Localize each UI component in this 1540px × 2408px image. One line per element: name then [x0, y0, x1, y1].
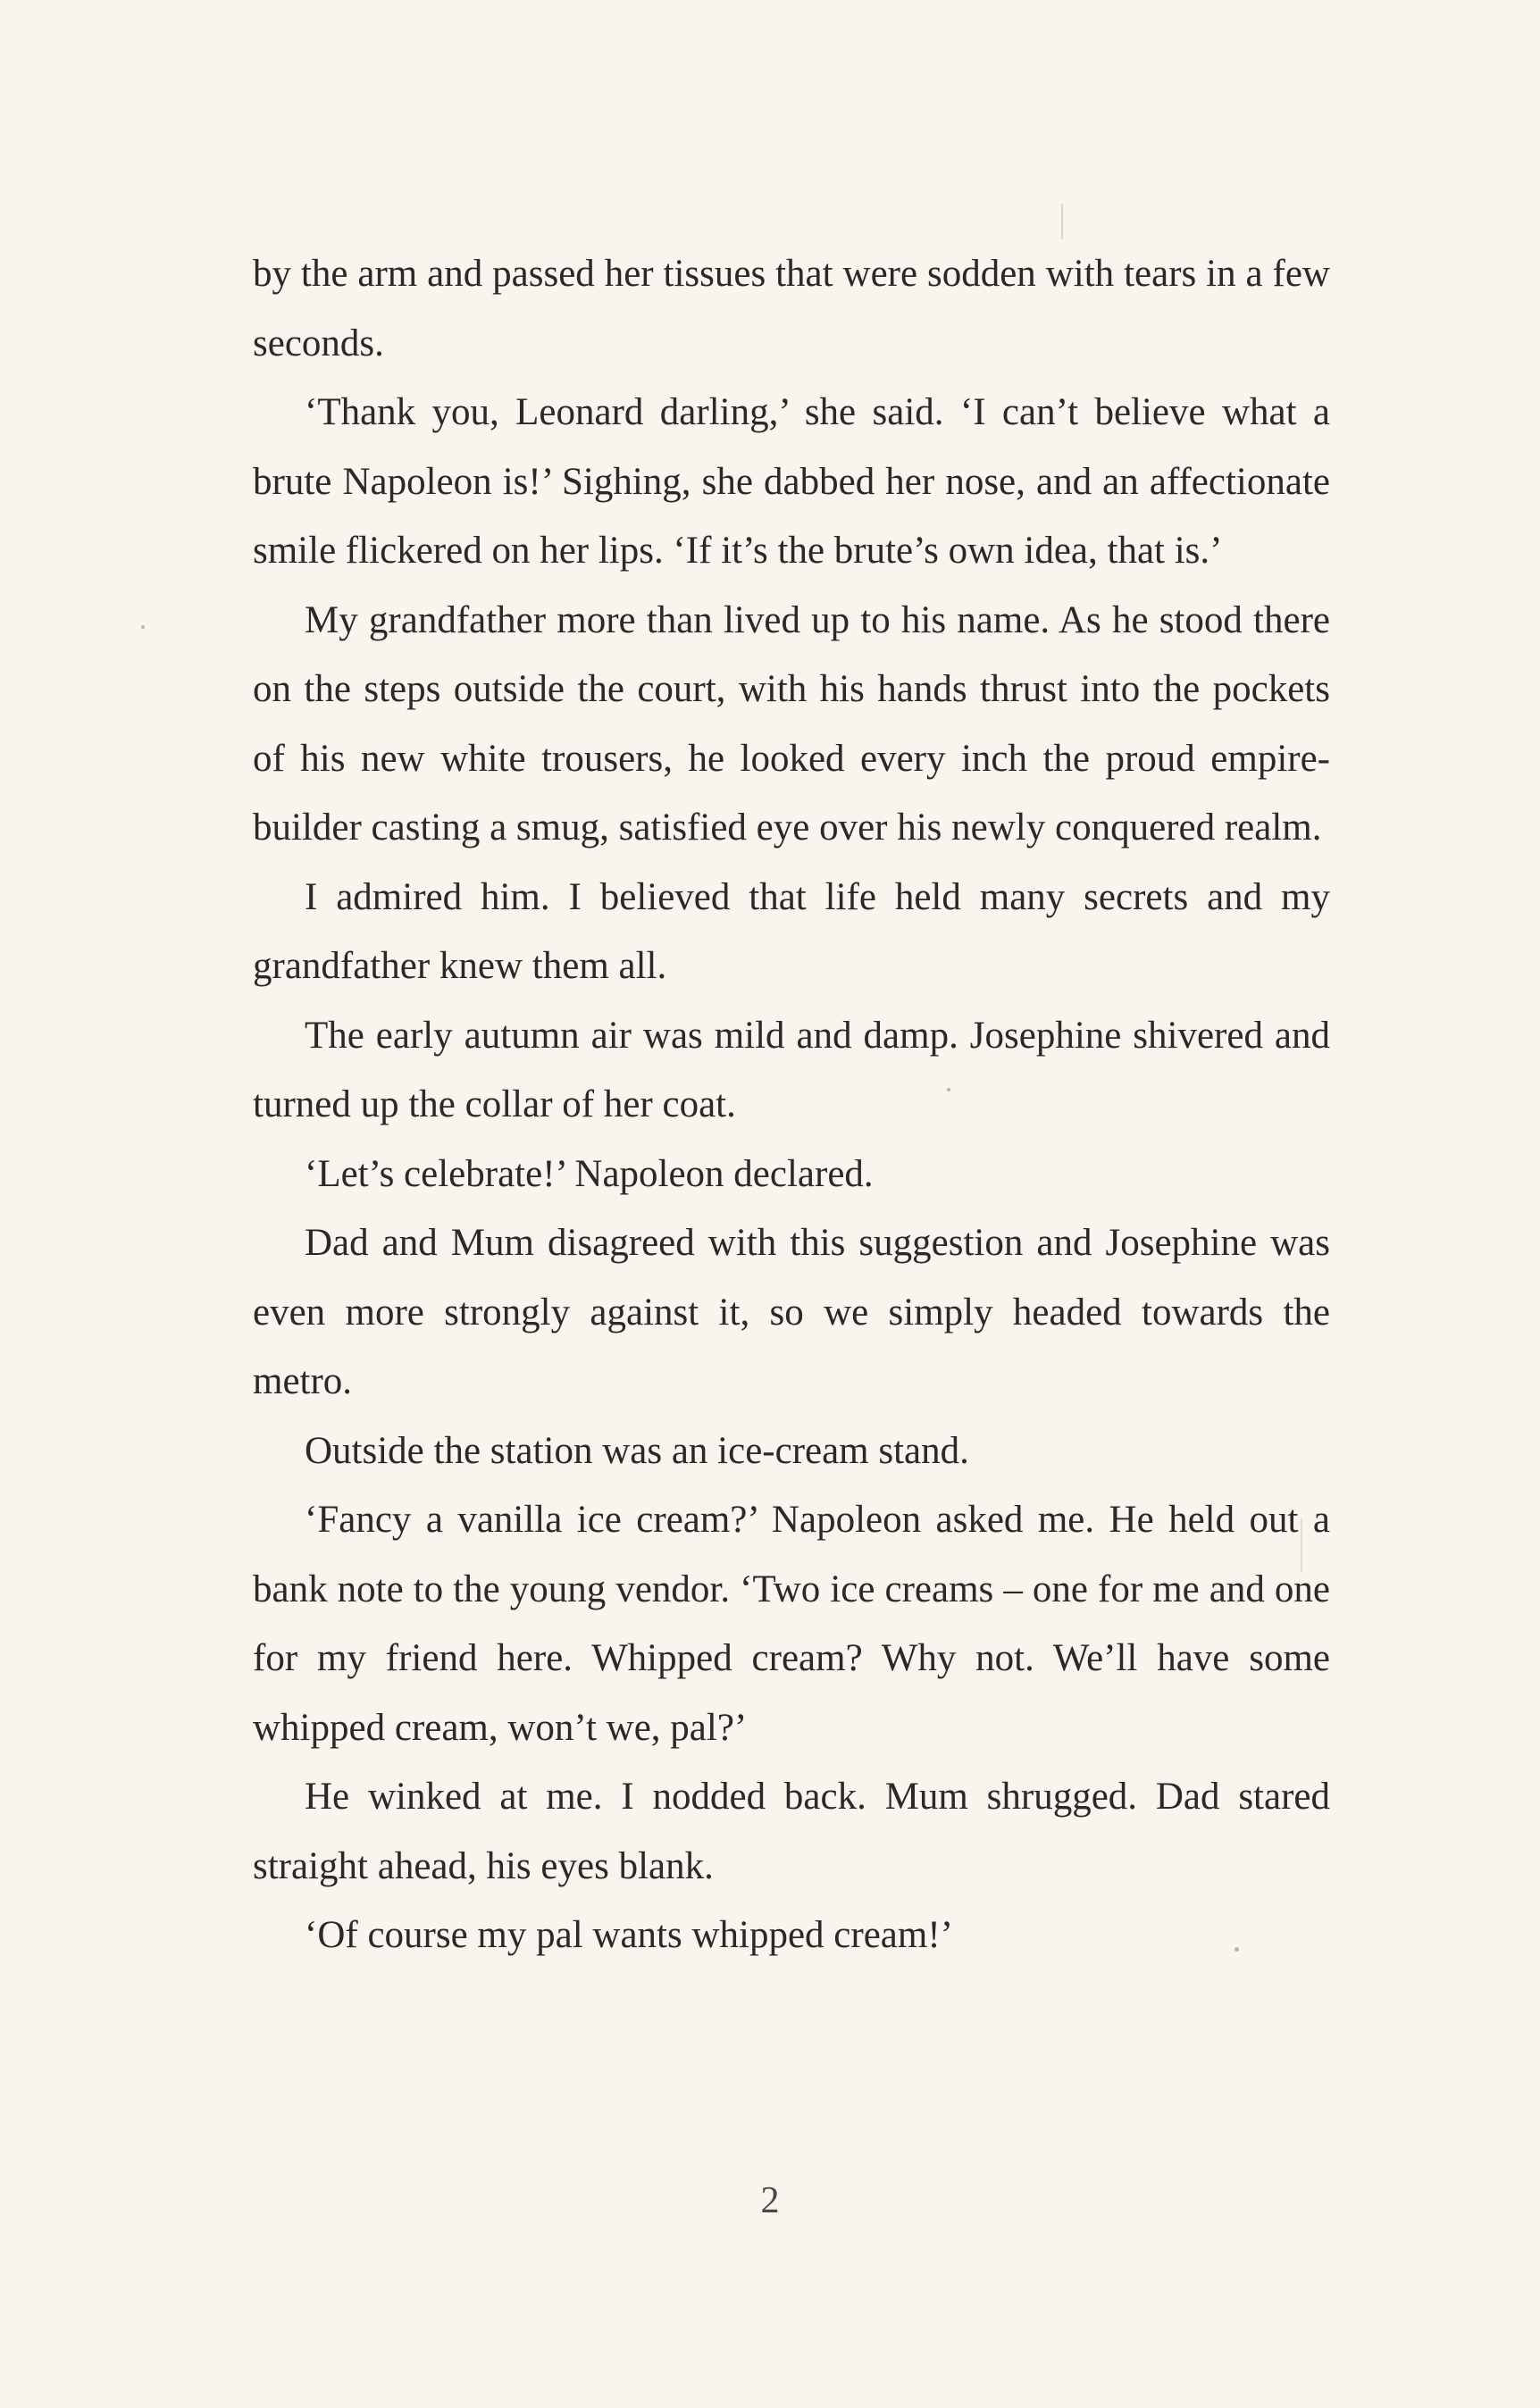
paragraph: I admired him. I believed that life held many secrets and my grandfather knew them all.	[253, 875, 1330, 987]
scan-speck	[141, 625, 145, 629]
paragraph: He winked at me. I nodded back. Mum shrugged. Dad stared straight ahead, his eyes blank.	[253, 1776, 1330, 1887]
paragraph: ‘Let’s celebrate!’ Napoleon declared.	[305, 1152, 874, 1195]
paragraph: The early autumn air was mild and damp. Josephine shivered and turned up the collar of her coat.	[253, 1014, 1330, 1125]
paragraph: ‘Fancy a vanilla ice cream?’ Napoleon asked me. He held out a bank note to the young vendor. ‘Two ice creams – one for me and one for my friend here. Whipped cream? Why not. We’ll have some whipped cream, won’t we, pal?’	[253, 1499, 1330, 1749]
paragraph: ‘Of course my pal wants whipped cream!’	[305, 1914, 953, 1956]
paragraph: My grandfather more than lived up to his name. As he stood there on the steps outside the court, with his hands thrust into the pockets of his new white trousers, he looked every inch the proud empire-builder casting a smug, satisfied eye over his newly conquered realm.	[253, 598, 1330, 849]
paragraph: by the arm and passed her tissues that were sodden with tears in a few seconds.	[253, 253, 1330, 364]
body-text	[253, 239, 1330, 1970]
page-number: 2	[760, 2180, 780, 2221]
paragraph: Outside the station was an ice-cream stand.	[305, 1429, 969, 1472]
scan-speck	[1061, 204, 1063, 239]
paragraph: Dad and Mum disagreed with this suggestion and Josephine was even more strongly against it, so we simply headed towards the metro.	[253, 1222, 1330, 1402]
paragraph: ‘Thank you, Leonard darling,’ she said. ‘I can’t believe what a brute Napoleon is!’ Sighing, she dabbed her nose, and an affectionate smile flickered on her lips. ‘If it’s the brute’s own idea, that is.’	[253, 391, 1330, 572]
